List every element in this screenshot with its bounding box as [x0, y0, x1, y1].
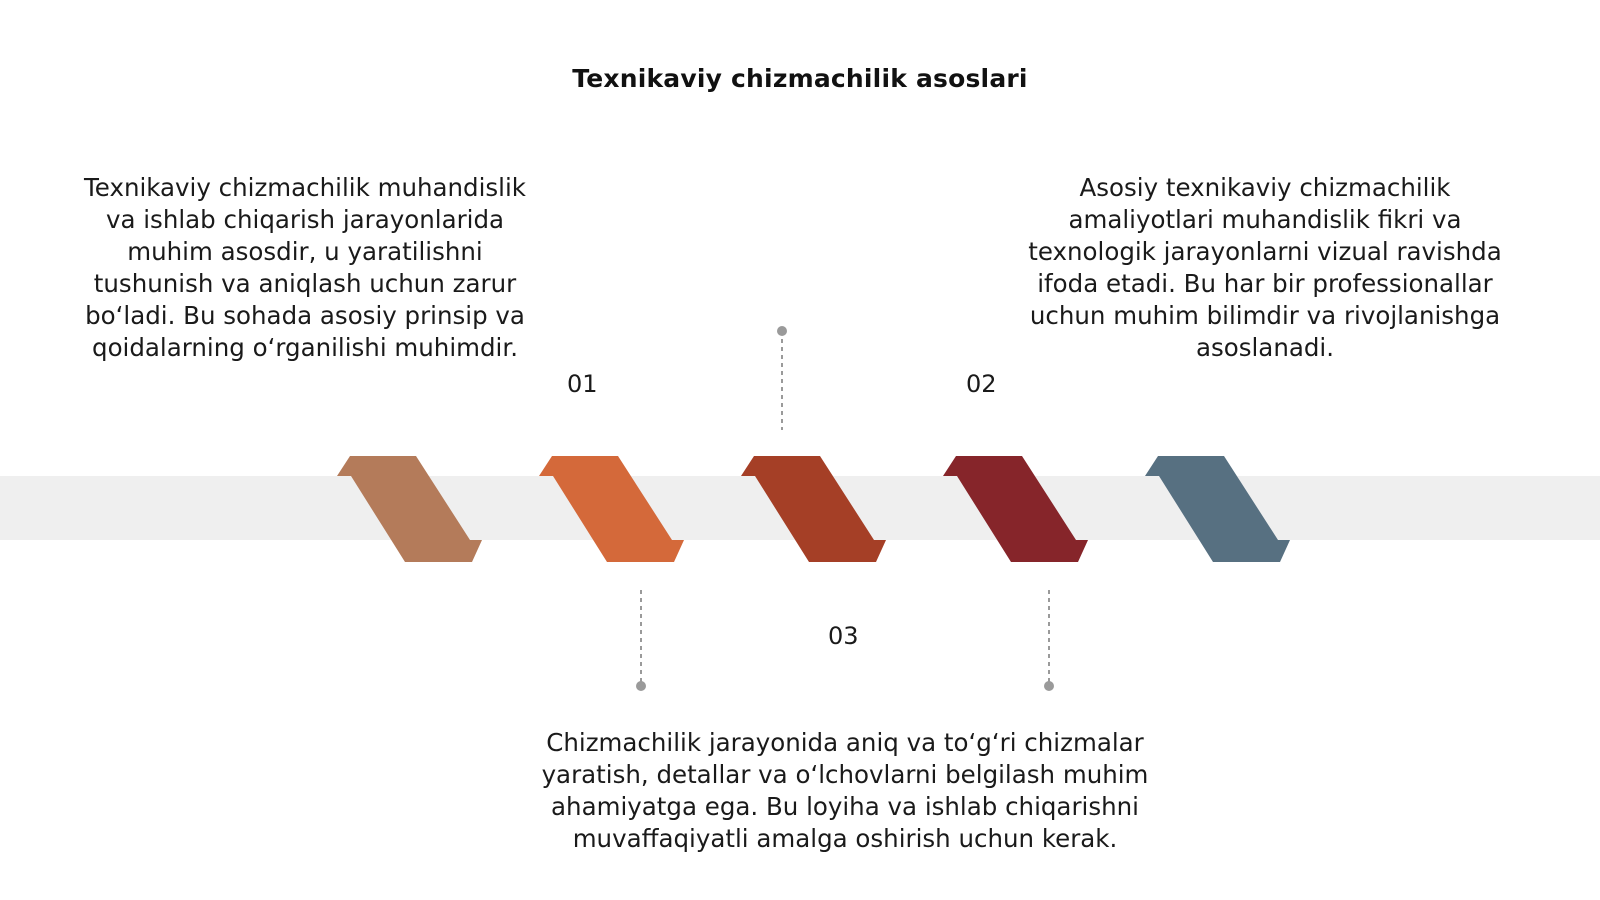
step-1-description: Texnikaviy chizmachilik muhandislik va ishlab chiqarish jarayonlarida muhim asosdir, u yaratilishni tushunish va aniqlash uchun zarur bo‘ladi. Bu sohada asosiy prinsip va qoidalarning o‘rganilishi muhimdir. [84, 173, 526, 362]
step-3-number: 03 [828, 622, 859, 650]
connector-1 [777, 326, 787, 430]
step-2-description: Asosiy texnikaviy chizmachilik amaliyotlari muhandislik fikri va texnologik jarayonlarni vizual ravishda ifoda etadi. Bu har bir professionallar uchun muhim bilimdir va rivojlanishga asoslanadi. [1028, 173, 1502, 362]
step-3-description: Chizmachilik jarayonida aniq va to‘g‘ri chizmalar yaratish, detallar va o‘lchovlarni belgilash muhim ahamiyatga ega. Bu loyiha va ishlab chiqarishni muvaffaqiyatli amalga oshirish uchun kerak. [541, 728, 1149, 853]
diagram-title: Texnikaviy chizmachilik asoslari [572, 64, 1028, 93]
step-1-number: 01 [567, 370, 598, 398]
connector-2 [636, 590, 646, 691]
step-2-number: 02 [966, 370, 997, 398]
connector-3 [1044, 590, 1054, 691]
